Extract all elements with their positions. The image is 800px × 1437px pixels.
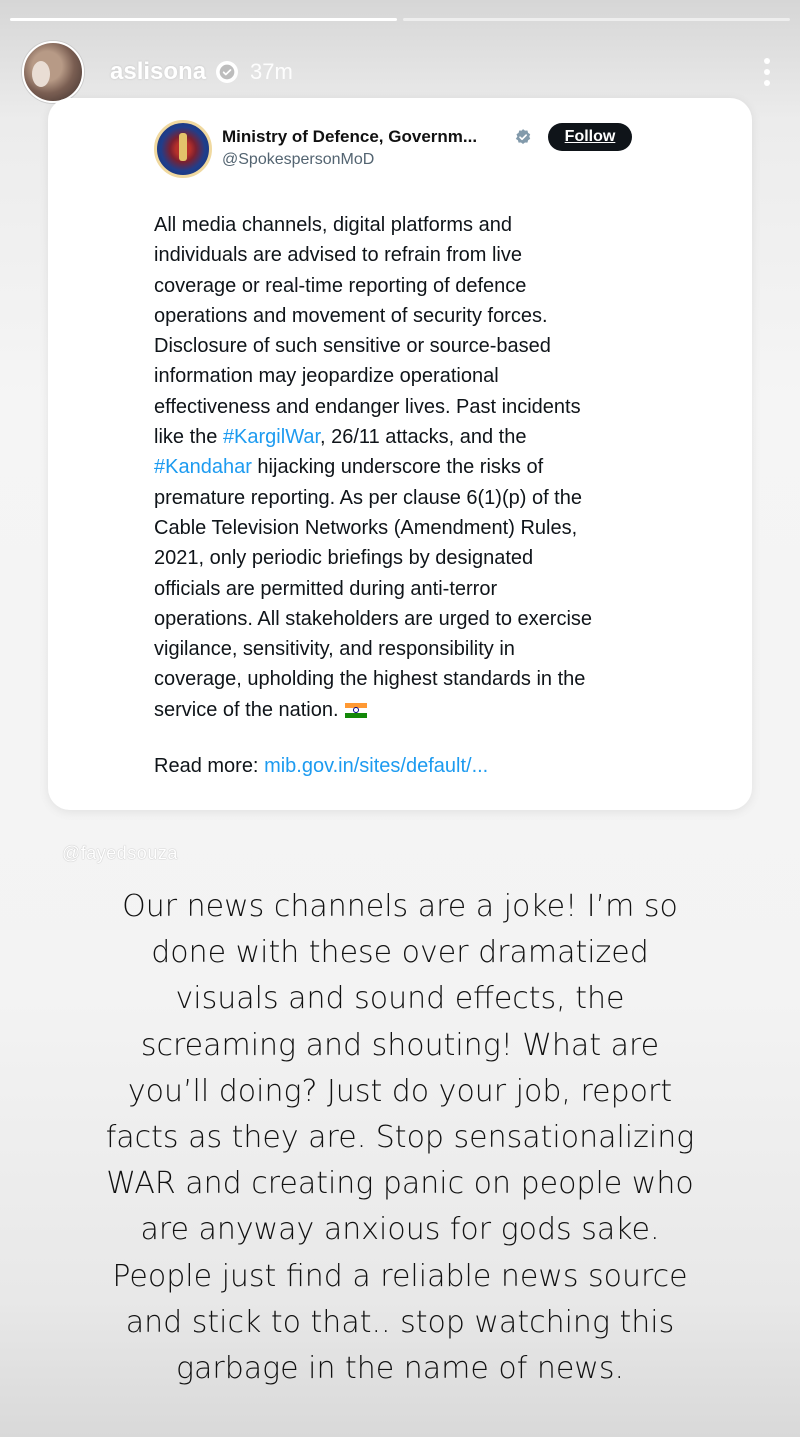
caption-line: you’ll doing? Just do your job, report xyxy=(127,1073,673,1109)
tweet-text: like the xyxy=(154,426,223,449)
tweet-author-name[interactable]: Ministry of Defence, Governm... xyxy=(222,127,478,146)
tweet-line: premature reporting. As per clause 6(1)(p) of the xyxy=(154,486,582,509)
tweet-text: service of the nation. xyxy=(154,698,339,721)
tweet-line: Cable Television Networks (Amendment) Rules, xyxy=(154,516,578,539)
read-more-label: Read more: xyxy=(154,755,265,777)
tweet-line: coverage or real-time reporting of defence xyxy=(154,274,527,297)
caption-line: facts as they are. Stop sensationalizing xyxy=(105,1120,695,1156)
tweet-author-handle[interactable]: @SpokespersonMoD xyxy=(222,151,375,168)
follow-button[interactable]: Follow xyxy=(548,123,632,151)
tweet-line: effectiveness and endanger lives. Past incidents xyxy=(154,395,581,418)
caption-line: screaming and shouting! What are xyxy=(140,1027,660,1063)
tweet-line: Disclosure of such sensitive or source-based xyxy=(154,335,551,358)
tweet-line: coverage, upholding the highest standards in the xyxy=(154,668,586,691)
caption-line: garbage in the name of news. xyxy=(175,1351,625,1387)
tweet-line xyxy=(154,422,654,452)
avatar[interactable] xyxy=(22,41,84,103)
story-header xyxy=(22,42,770,102)
caption-line: People just find a reliable news source xyxy=(112,1258,688,1294)
progress-segment-1 xyxy=(10,18,397,21)
tweet-text: hijacking underscore the risks of xyxy=(251,456,544,479)
tweet-line: All media channels, digital platforms and xyxy=(154,214,512,236)
mod-logo[interactable] xyxy=(154,120,212,178)
india-flag-icon xyxy=(345,703,367,718)
tweet-line: 2021, only periodic briefings by designated xyxy=(154,547,534,570)
source-watermark: @fayedsouza xyxy=(62,843,178,863)
tweet-line: individuals are advised to refrain from live xyxy=(154,244,522,267)
caption-line: and stick to that.. stop watching this xyxy=(125,1304,675,1340)
caption-line: Our news channels are a joke! I’m so xyxy=(122,889,678,924)
hashtag-kargilwar[interactable]: #KargilWar xyxy=(222,426,321,449)
tweet-text: , 26/11 attacks, and the xyxy=(320,426,527,449)
read-more xyxy=(154,755,488,778)
tweet-body xyxy=(154,210,654,725)
caption-line: WAR and creating panic on people who xyxy=(106,1166,694,1202)
tweet-line: operations and movement of security forces. xyxy=(154,304,548,327)
time-ago: 37m xyxy=(250,59,293,84)
more-options-icon[interactable] xyxy=(764,58,770,86)
tweet-line: operations. All stakeholders are urged to exercise xyxy=(154,607,593,630)
tweet-line: vigilance, sensitivity, and responsibility in xyxy=(154,638,515,661)
story-caption xyxy=(0,884,800,1392)
tweet-line xyxy=(154,452,654,482)
caption-line: visuals and sound effects, the xyxy=(175,981,625,1017)
tweet-line xyxy=(154,695,654,725)
caption-line: done with these over dramatized xyxy=(151,935,649,971)
hashtag-kandahar[interactable]: #Kandahar xyxy=(154,456,252,479)
verified-icon xyxy=(216,61,238,83)
username[interactable]: aslisona xyxy=(110,58,207,85)
tweet-line: information may jeopardize operational xyxy=(154,365,499,388)
caption-line: are anyway anxious for gods sake. xyxy=(140,1212,660,1248)
story-progress xyxy=(10,18,790,21)
progress-segment-2 xyxy=(403,18,790,21)
read-more-link[interactable]: mib.gov.in/sites/default/... xyxy=(264,755,489,777)
tweet-line: officials are permitted during anti-terror xyxy=(154,577,498,600)
verified-icon xyxy=(514,128,532,146)
